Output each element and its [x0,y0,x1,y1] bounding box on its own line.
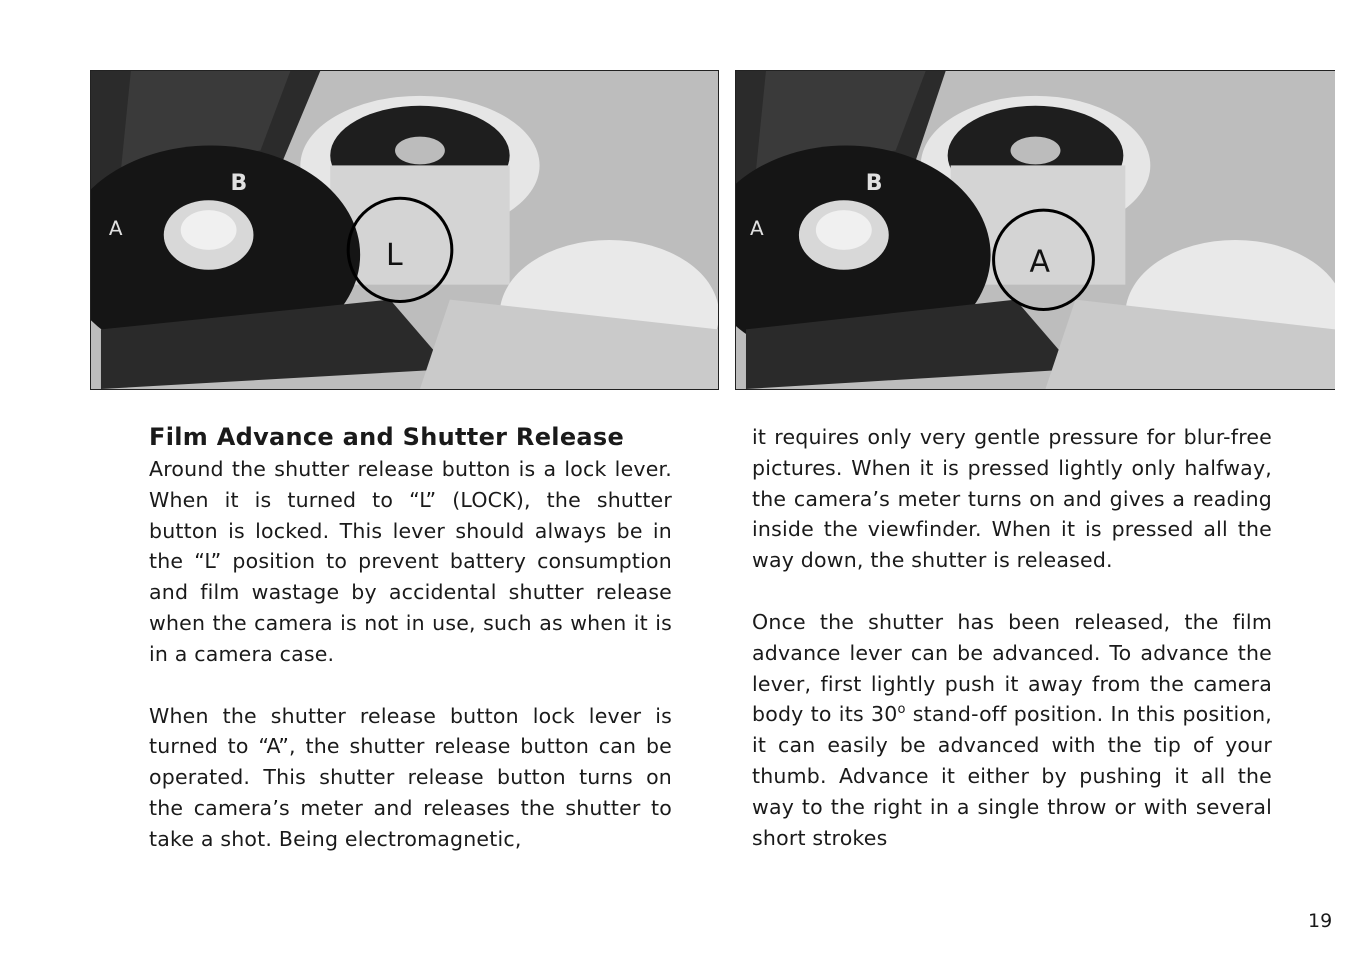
right-paragraph-2-start: Once the shutter has been released, the film advance lever can be advanced. To advance the lever, first lightly push it away from the camera body to its 30 [752,609,1272,727]
mode-letter: A [749,217,764,240]
lock-lever-letter: L [386,237,403,273]
left-paragraph-1: Around the shutter release button is a lock lever. When it is turned to “L” (LOCK), the shutter button is locked. This lever should always be in the “L” position to prevent battery consumption and film wastage by accidental shutter release when the camera is not in use, such as when it is in a camera case. [149,457,672,666]
left-column [149,422,672,855]
photo-shutter-lock-A [735,70,1335,390]
page-number: 19 [1308,910,1333,932]
right-column [752,422,1272,853]
right-paragraph-2-end: stand-off position. In this position, it can easily be advanced with the tip of your thumb. Advance it either by pushing it all the way to the right in a single throw or with several short strokes [752,702,1272,850]
lock-lever-letter: A [1029,244,1050,280]
right-paragraph-2 [752,607,1272,853]
ring-letter: B [865,171,883,197]
photo-shutter-lock-L [90,70,719,390]
camera-top-illustration-right [736,71,1335,389]
degree-symbol: o [897,702,906,718]
right-paragraph-1: it requires only very gentle pressure for blur-free pictures. When it is pressed lightly only halfway, the camera’s meter turns on and gives a reading inside the viewfinder. When it is pressed all the way down, the shutter is released. [752,425,1272,573]
section-heading: Film Advance and Shutter Release [149,423,625,451]
mode-letter: A [108,216,123,240]
camera-top-illustration-left [91,71,718,389]
left-paragraph-2: When the shutter release button lock lever is turned to “A”, the shutter release button can be operated. This shutter release button turns on the camera’s meter and releases the shutter to take a shot. Being electromagnetic, [149,703,672,851]
ring-letter: B [230,171,248,197]
